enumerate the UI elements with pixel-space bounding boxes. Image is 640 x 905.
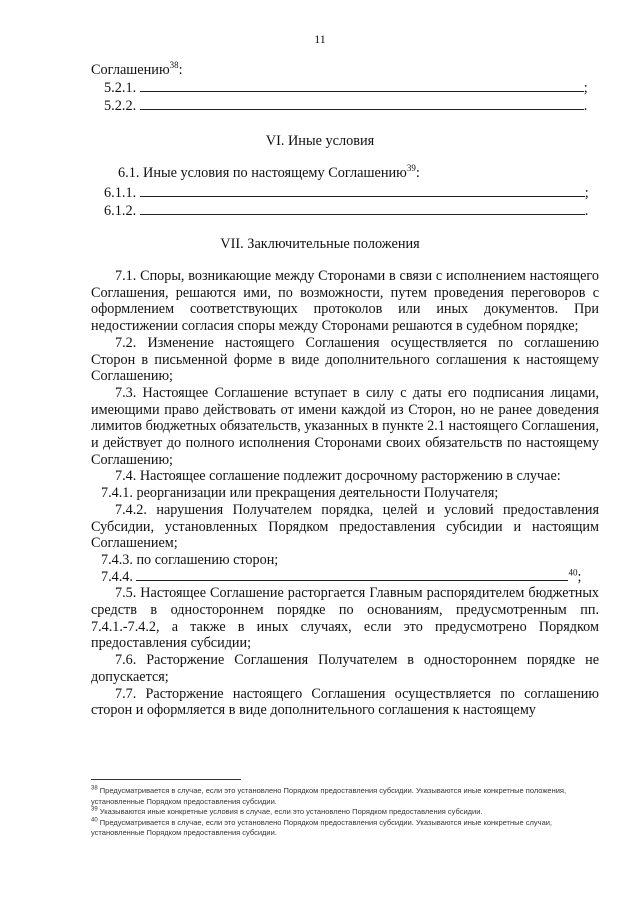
footnote-39: $^{39}$ Указываются иные конкретные условия в случае, если это установлено Порядком предоставления субсидии.	[91, 806, 483, 816]
section-7-body	[91, 268, 599, 719]
footnote-ref-39: 39	[406, 163, 416, 174]
page-number: 11	[314, 32, 326, 46]
clause-7-4-1: 7.4.1. реорганизации или прекращения деятельности Получателя;	[101, 485, 499, 502]
blank-line-5-2-1: 5.2.1. ;	[104, 80, 588, 96]
fill-in-blank	[136, 569, 568, 581]
fill-in-blank	[140, 203, 585, 215]
section-6-heading: VI. Иные условия	[265, 133, 375, 149]
clause-7-7: 7.7. Расторжение настоящего Соглашения осуществляется по соглашению сторон и оформляется в виде дополнительного соглашения к настоящему	[91, 685, 599, 719]
blank-line-5-2-2: 5.2.2. .	[104, 98, 588, 114]
fill-in-blank	[140, 98, 584, 110]
clause-7-6: 7.6. Расторжение Соглашения Получателем в одностороннем порядке не допускается;	[91, 652, 599, 685]
footnote-38: $^{38}$ Предусматривается в случае, если это установлено Порядком предоставления субсидии. Указываются иные конкретные положения, установленные Порядком предоставления субсидии.	[91, 785, 567, 806]
footnote-ref-38: 38	[169, 60, 179, 71]
footnote-40: $^{40}$ Предусматривается в случае, если это установлено Порядком предоставления субсидии. Указываются иные конкретные случаи, установленные Порядком предоставления субсидии.	[91, 817, 553, 837]
footnote-separator	[91, 779, 241, 780]
fill-in-blank	[140, 80, 584, 92]
blank-line-6-1-1: 6.1.1. ;	[104, 185, 589, 201]
clause-7-4-2: 7.4.2. нарушения Получателем порядка, целей и условий предоставления Субсидии, установленных Порядком предоставления субсидии и настоящим Соглашением;	[91, 501, 599, 552]
agreement-reference-line: Соглашению$^{38}$:	[91, 60, 183, 78]
blank-line-6-1-2: 6.1.2. .	[104, 203, 589, 219]
clause-7-1: 7.1. Споры, возникающие между Сторонами в связи с исполнением настоящего Соглашения, решаются ими, по возможности, путем проведения переговоров с оформлением соответствующих протоколов или иных документов. При недостижении согласия споры между Сторонами решаются в судебном порядке;	[91, 268, 599, 335]
clause-7-4-3: 7.4.3. по соглашению сторон;	[101, 551, 279, 568]
clause-7-3: 7.3. Настоящее Соглашение вступает в силу с даты его подписания лицами, имеющими право действовать от имени каждой из Сторон, но не ранее доведения лимитов бюджетных обязательств, указанных в пункте 2.1 настоящего Соглашения, и действует до полного исполнения Сторонами своих обязательств по настоящему Соглашению;	[91, 384, 599, 468]
agreement-label: Соглашению	[91, 62, 170, 78]
clause-7-2: 7.2. Изменение настоящего Соглашения осуществляется по соглашению Сторон в письменной форме в виде дополнительного соглашения к настоящему Соглашению;	[91, 334, 599, 385]
clause-7-4-4: 7.4.4. $^{40}$;	[101, 566, 582, 585]
footnote-ref-40: 40	[568, 566, 578, 577]
section-6-intro: 6.1. Иные условия по настоящему Соглашению$^{39}$:	[118, 163, 420, 181]
footnotes	[91, 786, 601, 839]
section-7-heading: VII. Заключительные положения	[220, 236, 420, 252]
fill-in-blank	[140, 185, 585, 197]
clause-7-5: 7.5. Настоящее Соглашение расторгается Главным распорядителем бюджетных средств в одностороннем порядке по основаниям, предусмотренным пп. 7.4.1.-7.4.2, а также в иных случаях, если это предусмотрено Порядком предоставления субсидии;	[91, 585, 599, 652]
clause-7-4: 7.4. Настоящее соглашение подлежит досрочному расторжению в случае:	[115, 468, 561, 485]
